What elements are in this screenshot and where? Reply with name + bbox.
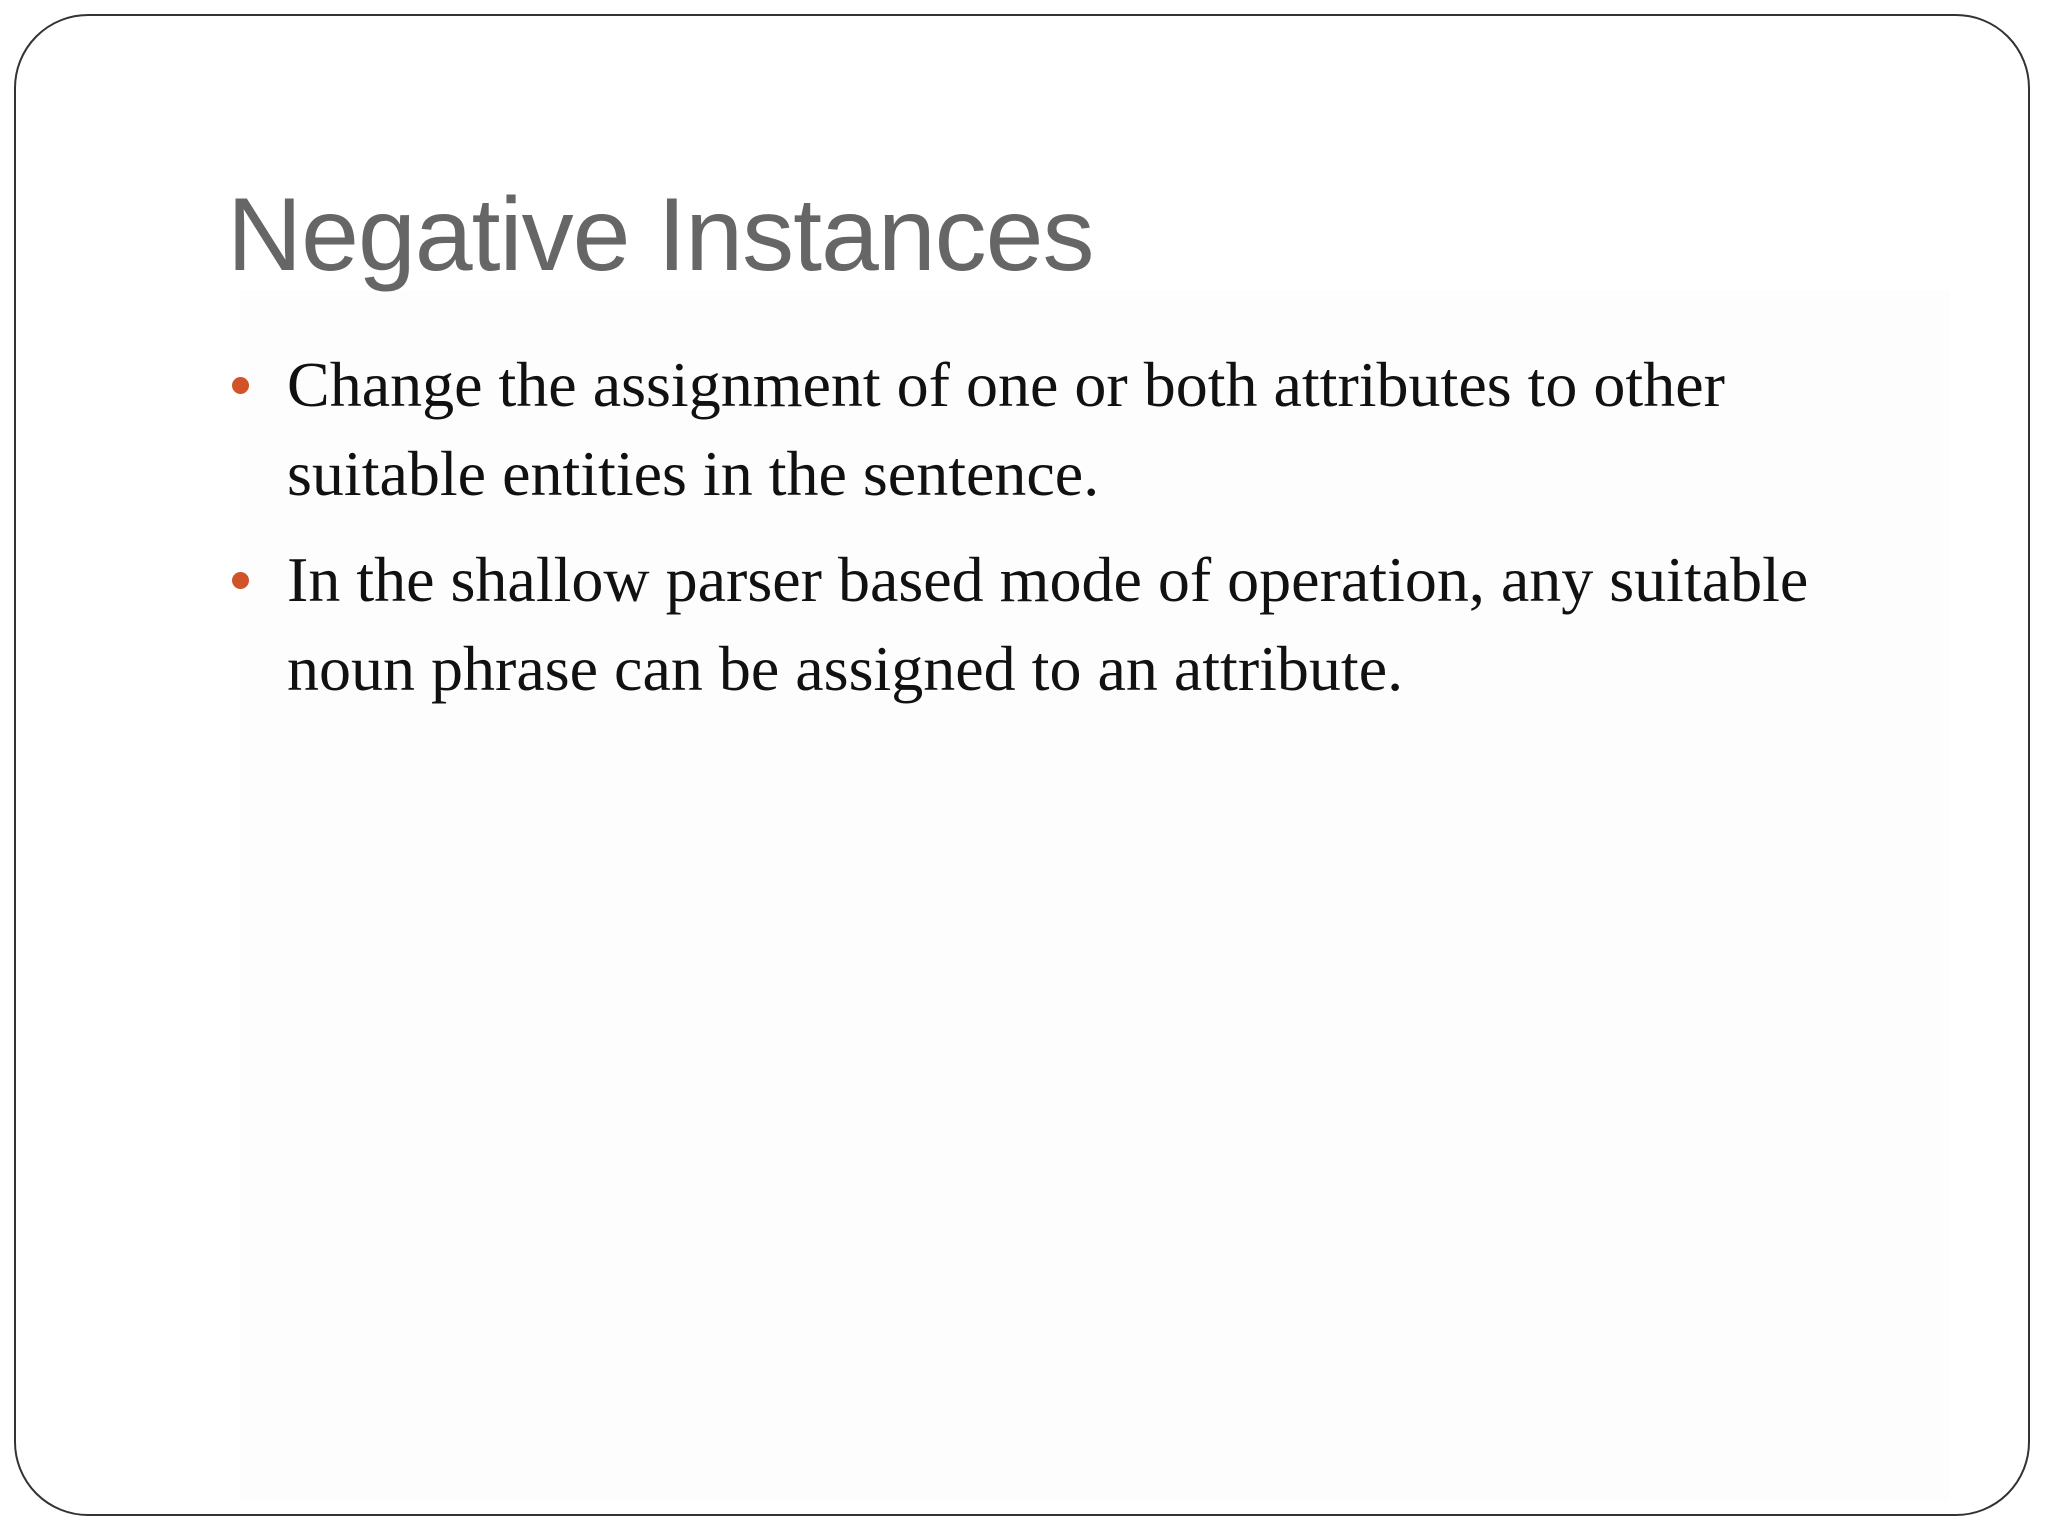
bullet-list xyxy=(232,340,1892,730)
slide-title: Negative Instances xyxy=(227,177,1094,293)
bullet-dot-icon xyxy=(232,572,249,589)
bullet-item xyxy=(232,535,1892,713)
bullet-dot-icon xyxy=(232,377,249,394)
bullet-item xyxy=(232,340,1892,518)
bullet-text: In the shallow parser based mode of operation, any suitable noun phrase can be assigned to an attribute. xyxy=(287,544,1809,704)
bullet-text: Change the assignment of one or both attributes to other suitable entities in the sentence. xyxy=(287,349,1725,509)
